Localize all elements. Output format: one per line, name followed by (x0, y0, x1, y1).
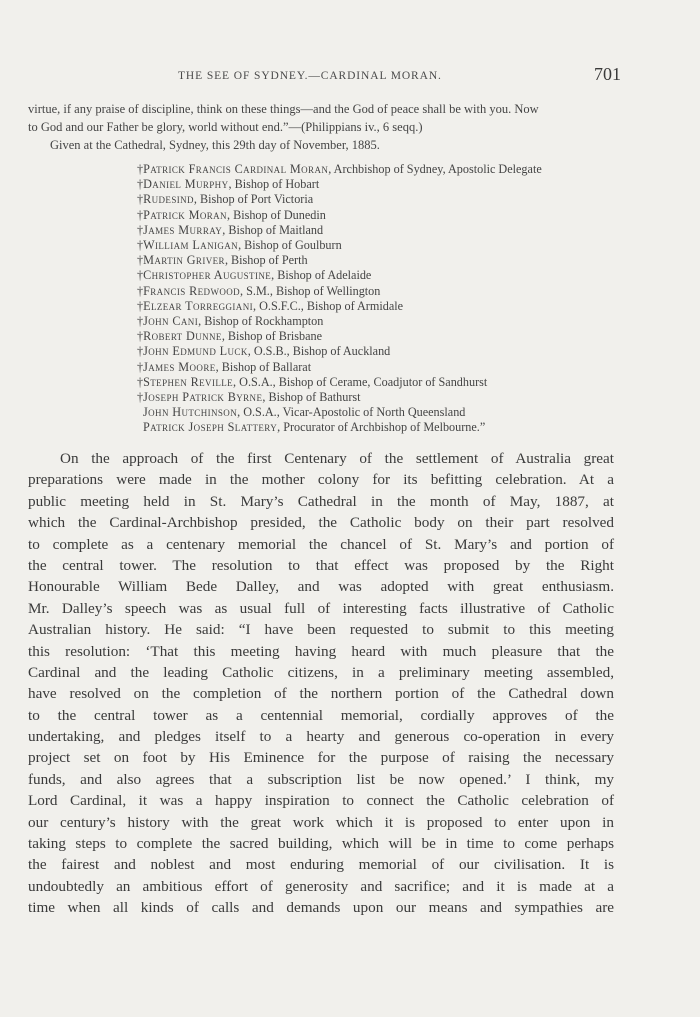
cross-mark: † (137, 374, 144, 389)
text-line (28, 812, 614, 833)
signatory-line (137, 177, 617, 192)
text-line (28, 854, 614, 875)
signatory-title: , Bishop of Port Victoria (193, 192, 314, 207)
signatory-title: , O.S.A., Vicar-Apostolic of North Queensland (237, 405, 466, 420)
text-line-content: undertaking, and pledges itself to a hearty and generous co-operation in every (28, 728, 614, 746)
signatory-name: Elzear Torreggiani (143, 298, 253, 313)
cross-mark: † (137, 268, 144, 283)
text-line-content: our century’s history with the great work which it is proposed to enter upon in (28, 813, 614, 831)
text-line-content: preparations were made in the mother colony for its befitting celebration. At a (28, 471, 614, 489)
cross-mark: † (137, 207, 144, 222)
text-line (28, 897, 614, 918)
text-line-content: Mr. Dalley’s speech was as usual full of interesting facts illustrative of Catholic (28, 599, 614, 617)
text-line-content: Lord Cardinal, it was a happy inspiration to connect the Catholic celebration of (28, 792, 614, 810)
text-line-content: taking steps to complete the sacred building, which will be in time to come perhaps (28, 835, 614, 853)
signatory-list (137, 162, 617, 436)
text-line-content: funds, and also agrees that a subscription list be now opened.’ I think, my (28, 770, 614, 788)
signatory-title: , Bishop of Maitland (222, 222, 324, 237)
cross-mark: † (137, 253, 144, 268)
signatory-line (137, 405, 617, 420)
signatory-title: , Bishop of Bathurst (262, 390, 361, 405)
text-line (28, 576, 614, 597)
signatory-name: William Lanigan (143, 238, 239, 253)
signatory-name: Stephen Reville (143, 374, 234, 389)
text-line-content: the central tower. The resolution to that effect was proposed by the Right (28, 556, 614, 574)
text-line-content: Honourable William Bede Dalley, and was adopted with great enthusiasm. (28, 578, 614, 596)
text-line-content: to complete as a centenary memorial the chancel of St. Mary’s and portion of (28, 535, 614, 553)
text-line-content: this resolution: ‘That this meeting having heard with much pleasure that the (28, 642, 614, 660)
signatory-title: , Bishop of Brisbane (221, 329, 323, 344)
running-head: THE SEE OF SYDNEY.—CARDINAL MORAN. (178, 70, 442, 82)
text-line (28, 641, 614, 662)
signatory-line (137, 390, 617, 405)
signatory-name: James Moore (143, 359, 216, 374)
text-line (28, 769, 614, 790)
signatory-title: , Bishop of Ballarat (215, 359, 312, 374)
signatory-title: , O.S.B., Bishop of Auckland (247, 344, 391, 359)
signatory-line (137, 375, 617, 390)
text-line-content: the fairest and noblest and most enduring memorial of our civilisation. It is (28, 856, 614, 874)
signatory-line (137, 344, 617, 359)
signatory-line (137, 299, 617, 314)
signatory-title: , S.M., Bishop of Wellington (240, 283, 381, 298)
signatory-name: Patrick Moran (143, 207, 227, 222)
signatory-name: John Hutchinson (143, 405, 238, 420)
page-header (0, 64, 700, 88)
signatory-line (137, 192, 617, 207)
cross-mark: † (137, 177, 144, 192)
signatory-line (137, 208, 617, 223)
page-number: 701 (594, 64, 621, 84)
text-line-content: On the approach of the first Centenary of the settlement of Australia great (60, 450, 614, 467)
text-line (28, 747, 614, 768)
closing-line: to God and our Father be glory, world without end.”—(Philippians iv., 6 seqq.) (28, 120, 423, 134)
signatory-title: , Bishop of Perth (224, 253, 308, 268)
signatory-name: Patrick Francis Cardinal Moran (143, 162, 329, 176)
cross-mark: † (137, 162, 144, 176)
cross-mark: † (137, 329, 144, 344)
text-line (28, 833, 614, 854)
signatory-line (137, 268, 617, 283)
signatory-line (137, 238, 617, 253)
signatory-name: Robert Dunne (143, 329, 222, 344)
text-line (28, 555, 614, 576)
text-line (28, 534, 614, 555)
cross-mark: † (137, 390, 144, 405)
text-line (28, 619, 614, 640)
signatory-name: Patrick Joseph Slattery (143, 420, 278, 435)
text-line-content: undoubtedly an ambitious effort of generosity and sacrifice; and it is made at a (28, 877, 614, 895)
text-line (28, 705, 614, 726)
cross-mark: † (137, 314, 144, 329)
text-line-content: Cardinal and the leading Catholic citizens, in a preliminary meeting assembled, (28, 663, 614, 681)
signatory-title: , O.S.A., Bishop of Cerame, Coadjutor of Sandhurst (233, 374, 488, 389)
signatory-name: Christopher Augustine (143, 268, 272, 283)
signatory-line (137, 223, 617, 238)
signatory-title: , Bishop of Rockhampton (198, 314, 324, 329)
text-line (28, 512, 614, 533)
cross-mark: † (137, 359, 144, 374)
signatory-title: , Archbishop of Sydney, Apostolic Delegate (328, 162, 542, 176)
cross-mark: † (137, 222, 144, 237)
signatory-name: Martin Griver (143, 253, 225, 268)
signatory-name: Francis Redwood (143, 283, 241, 298)
text-line-content: to the central tower as a centennial memorial, cordially approves of the (28, 706, 614, 724)
body-paragraph (28, 448, 614, 919)
closing-line: virtue, if any praise of discipline, think on these things—and the God of peace shall be with you. Now (28, 102, 539, 116)
text-line-content: time when all kinds of calls and demands upon our means and sympathies are (28, 899, 614, 917)
signatory-line (137, 284, 617, 299)
letter-closing (28, 100, 628, 154)
signatory-line (137, 329, 617, 344)
signatory-title: , Bishop of Adelaide (271, 268, 372, 283)
text-line-content: public meeting held in St. Mary’s Cathedral in the month of May, 1887, at (28, 492, 614, 510)
signatory-line (137, 360, 617, 375)
signatory-name: Rudesind (143, 192, 194, 207)
text-line (28, 662, 614, 683)
text-line (28, 448, 614, 469)
signatory-name: John Cani (143, 314, 199, 329)
signatory-title: , Bishop of Hobart (228, 177, 320, 192)
cross-mark: † (137, 283, 144, 298)
cross-mark: † (137, 192, 144, 207)
signatory-name: James Murray (143, 222, 223, 237)
cross-mark: † (137, 298, 144, 313)
text-line-content: project set on foot by His Eminence for the purpose of raising the necessary (28, 749, 614, 767)
text-line (28, 469, 614, 490)
dateline: Given at the Cathedral, Sydney, this 29th day of November, 1885. (50, 138, 380, 152)
text-line-content: which the Cardinal-Archbishop presided, the Catholic body on their part resolved (28, 514, 614, 532)
signatory-title: , Procurator of Archbishop of Melbourne.” (277, 420, 486, 435)
text-line (28, 726, 614, 747)
text-line-content: Australian history. He said: “I have been requested to submit to this meeting (28, 621, 614, 639)
signatory-line (137, 162, 617, 177)
signatory-name: Joseph Patrick Byrne (143, 390, 263, 405)
signatory-title: , Bishop of Goulburn (238, 238, 342, 253)
signatory-title: , Bishop of Dunedin (226, 207, 326, 222)
text-line (28, 683, 614, 704)
cross-mark: † (137, 238, 144, 253)
signatory-line (137, 420, 617, 435)
text-line (28, 790, 614, 811)
signatory-name: John Edmund Luck (143, 344, 248, 359)
signatory-line (137, 253, 617, 268)
signatory-name: Daniel Murphy (143, 177, 229, 192)
signatory-line (137, 314, 617, 329)
text-line (28, 598, 614, 619)
text-line-content: have resolved on the completion of the northern portion of the Cathedral down (28, 685, 614, 703)
signatory-title: , O.S.F.C., Bishop of Armidale (253, 298, 404, 313)
text-line (28, 491, 614, 512)
text-line (28, 876, 614, 897)
cross-mark: † (137, 344, 144, 359)
